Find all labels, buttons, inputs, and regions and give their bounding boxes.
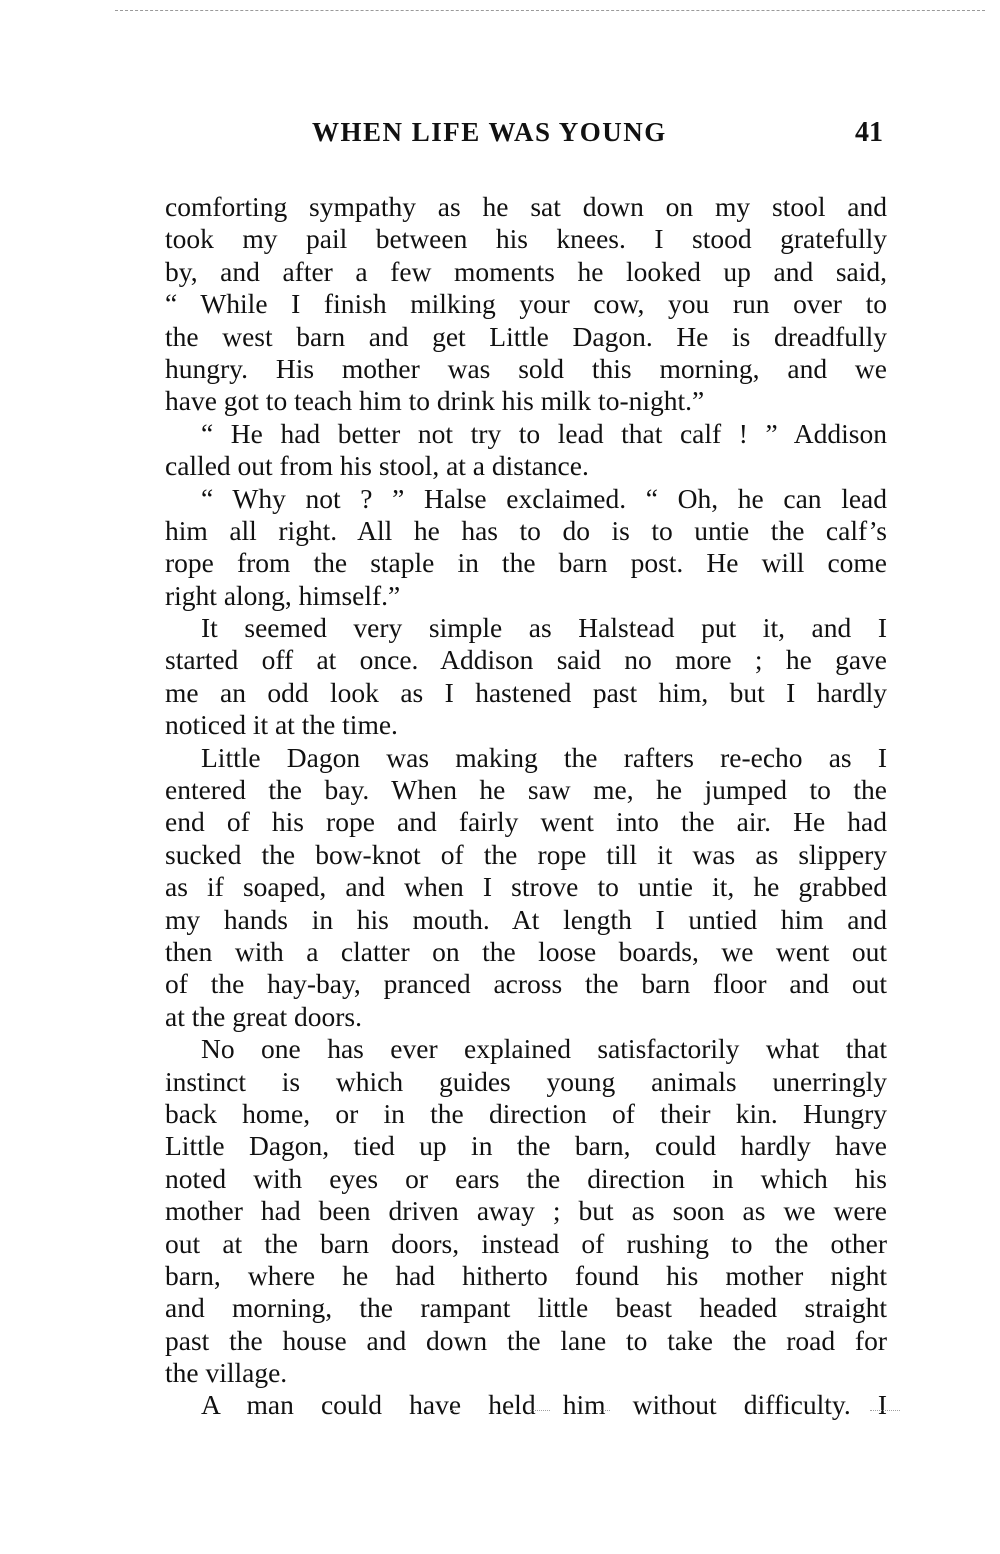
text-line: him all right. All he has to do is to untie the calf’s <box>165 514 887 546</box>
text-line: “ He had better not try to lead that calf ! ” Addison <box>201 417 887 449</box>
text-line: sucked the bow-knot of the rope till it was as slippery <box>165 838 887 870</box>
text-line: entered the bay. When he saw me, he jumped to the <box>165 774 887 806</box>
text-line: rope from the staple in the barn post. He will come <box>165 547 887 579</box>
text-line: called out from his stool, at a distance. <box>165 450 589 482</box>
text-line: barn, where he had hitherto found his mother night <box>165 1259 887 1291</box>
text-line: end of his rope and fairly went into the air. He had <box>165 806 887 838</box>
text-line: as if soaped, and when I strove to untie it, he grabbed <box>165 871 887 903</box>
text-line: have got to teach him to drink his milk to-night.” <box>165 385 705 417</box>
text-line: the west barn and get Little Dagon. He is dreadfully <box>165 320 887 352</box>
text-line: back home, or in the direction of their kin. Hungry <box>165 1097 887 1129</box>
text-line: “ While I finish milking your cow, you run over to <box>165 288 887 320</box>
text-line: mother had been driven away ; but as soon as we were <box>165 1195 887 1227</box>
text-line: noted with eyes or ears the direction in which his <box>165 1162 887 1194</box>
text-line: instinct is which guides young animals unerringly <box>165 1065 887 1097</box>
text-line: hungry. His mother was sold this morning, and we <box>165 352 887 384</box>
text-line: past the house and down the lane to take the road for <box>165 1324 887 1356</box>
text-line: noticed it at the time. <box>165 709 398 741</box>
bottom-scan-specks <box>450 1410 910 1418</box>
text-line: by, and after a few moments he looked up and said, <box>165 255 887 287</box>
text-line: the village. <box>165 1357 288 1389</box>
text-line: No one has ever explained satisfactorily what that <box>201 1033 887 1065</box>
running-title: WHEN LIFE WAS YOUNG <box>312 117 667 147</box>
page-number: 41 <box>855 117 883 148</box>
body-text <box>165 191 887 1422</box>
text-line: right along, himself.” <box>165 579 401 611</box>
top-scan-rule <box>115 10 985 11</box>
text-line: and morning, the rampant little beast headed straight <box>165 1292 887 1324</box>
text-line: A man could have held him without difficulty. I <box>201 1389 887 1421</box>
text-line: Little Dagon was making the rafters re-echo as I <box>201 741 887 773</box>
text-line: It seemed very simple as Halstead put it, and I <box>201 612 887 644</box>
text-line: of the hay-bay, pranced across the barn floor and out <box>165 968 887 1000</box>
text-line: comforting sympathy as he sat down on my stool and <box>165 191 887 222</box>
text-line: then with a clatter on the loose boards, we went out <box>165 935 887 967</box>
text-line: “ Why not ? ” Halse exclaimed. “ Oh, he can lead <box>201 482 887 514</box>
text-line: took my pail between his knees. I stood gratefully <box>165 223 887 255</box>
text-line: Little Dagon, tied up in the barn, could hardly have <box>165 1130 887 1162</box>
text-line: me an odd look as I hastened past him, but I hardly <box>165 676 887 708</box>
running-head <box>165 117 887 157</box>
text-line: out at the barn doors, instead of rushing to the other <box>165 1227 887 1259</box>
text-line: my hands in his mouth. At length I untied him and <box>165 903 887 935</box>
text-line: started off at once. Addison said no more ; he gave <box>165 644 887 676</box>
text-line: at the great doors. <box>165 1000 363 1032</box>
